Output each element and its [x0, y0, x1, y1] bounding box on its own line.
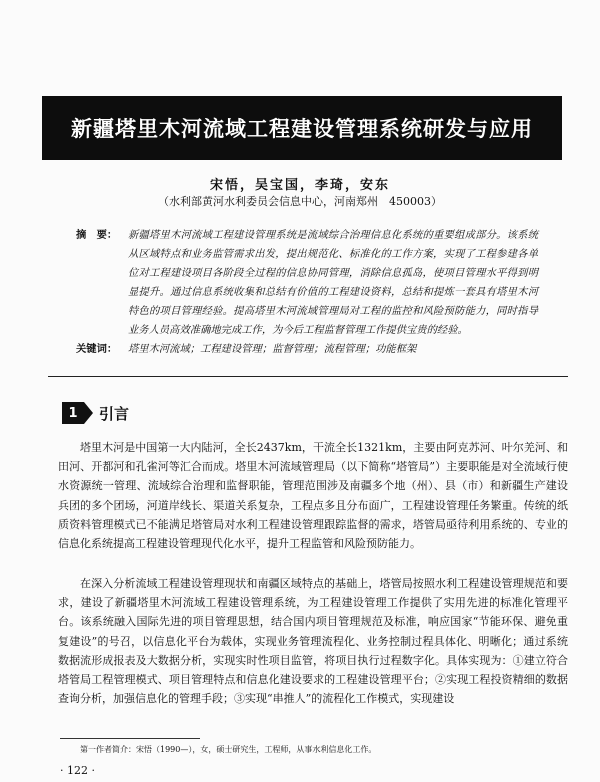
- footnote: 第一作者简介：宋悟（1990—），女，硕士研究生，工程师，从事水利信息化工作。: [80, 745, 377, 754]
- section-arrow-icon: [84, 402, 93, 424]
- abstract-label: 摘 要：: [76, 229, 118, 241]
- paragraph: 塔里木河是中国第一大内陆河，全长2437km，干流全长1321km，主要由阿克苏河、叶尔羌河、和田河、开都河和孔雀河等汇合而成。塔里木河流域管理局（以下简称“塔管局”）主要职能是对全流域行使水资源统一管理、流域综合治理和监督职能，管理范围涉及南疆多个地（州）、县（市）和新疆生产建设兵团的多个团场，河道岸线长、渠道关系复杂，工程点多且分布面广，工程建设管理任务繁重。传统的纸质资料管理模式已不能满足塔管局对水利工程建设管理跟踪监督的需求，塔管局亟待利用系统的、专业的信息化系统提高工程建设管理现代化水平，提升工程监管和风险预防能力。: [58, 441, 568, 551]
- abstract-block: [76, 226, 538, 359]
- paper-title: 新疆塔里木河流域工程建设管理系统研发与应用: [71, 117, 533, 141]
- divider: [48, 376, 568, 377]
- affiliation: （水利部黄河水利委员会信息中心，河南郑州 450003）: [158, 195, 442, 208]
- keywords: [76, 340, 538, 359]
- page-number: · 122 ·: [60, 764, 95, 777]
- section-heading: [62, 402, 129, 424]
- section-number: 1: [62, 402, 84, 424]
- authors: 宋悟，吴宝国，李琦，安东: [209, 178, 390, 193]
- section-title: 引言: [99, 404, 130, 423]
- footnote-divider: [60, 738, 200, 739]
- abstract: [76, 226, 538, 340]
- title-banner: [42, 96, 562, 160]
- keywords-label: 关键词：: [76, 343, 118, 355]
- paragraph: 在深入分析流域工程建设管理现状和南疆区域特点的基础上，塔管局按照水利工程建设管理规范和要求，建设了新疆塔里木河流域工程建设管理系统，为工程建设管理工作提供了实用先进的标准化管理平台。该系统融入国际先进的项目管理思想，结合国内项目管理规范及标准，响应国家“节能环保、避免重复建设”的号召，以信息化平台为载体，实现业务管理流程化、业务控制过程具体化、明晰化；通过系统数据流形成报表及大数据分析，实现实时性项目监管，将项目执行过程数字化。具体实现为：①建立符合塔管局工程管理模式、项目管理特点和信息化建设要求的工程建设管理平台；②实现工程投资精细的数据查询分析，加强信息化的管理手段；③实现“串推人”的流程化工作模式，实现建设: [58, 577, 568, 706]
- keywords-text: 塔里木河流域；工程建设管理；监督管理；流程管理；功能框架: [128, 343, 417, 355]
- abstract-text: 新疆塔里木河流域工程建设管理系统是流域综合治理信息化系统的重要组成部分。该系统从区域特点和业务监管需求出发，提出规范化、标准化的工作方案，实现了工程参建各单位对工程建设项目各阶段全过程的信息协同管理，消除信息孤岛，使项目管理水平得到明显提升。通过信息系统收集和总结有价值的工程建设资料，总结和提炼一套具有塔里木河特色的项目管理经验。提高塔里木河流域管理局对工程的监控和风险预防能力，同时指导业务人员高效准确地完成工作，为今后工程监督管理工作提供宝贵的经验。: [128, 229, 538, 336]
